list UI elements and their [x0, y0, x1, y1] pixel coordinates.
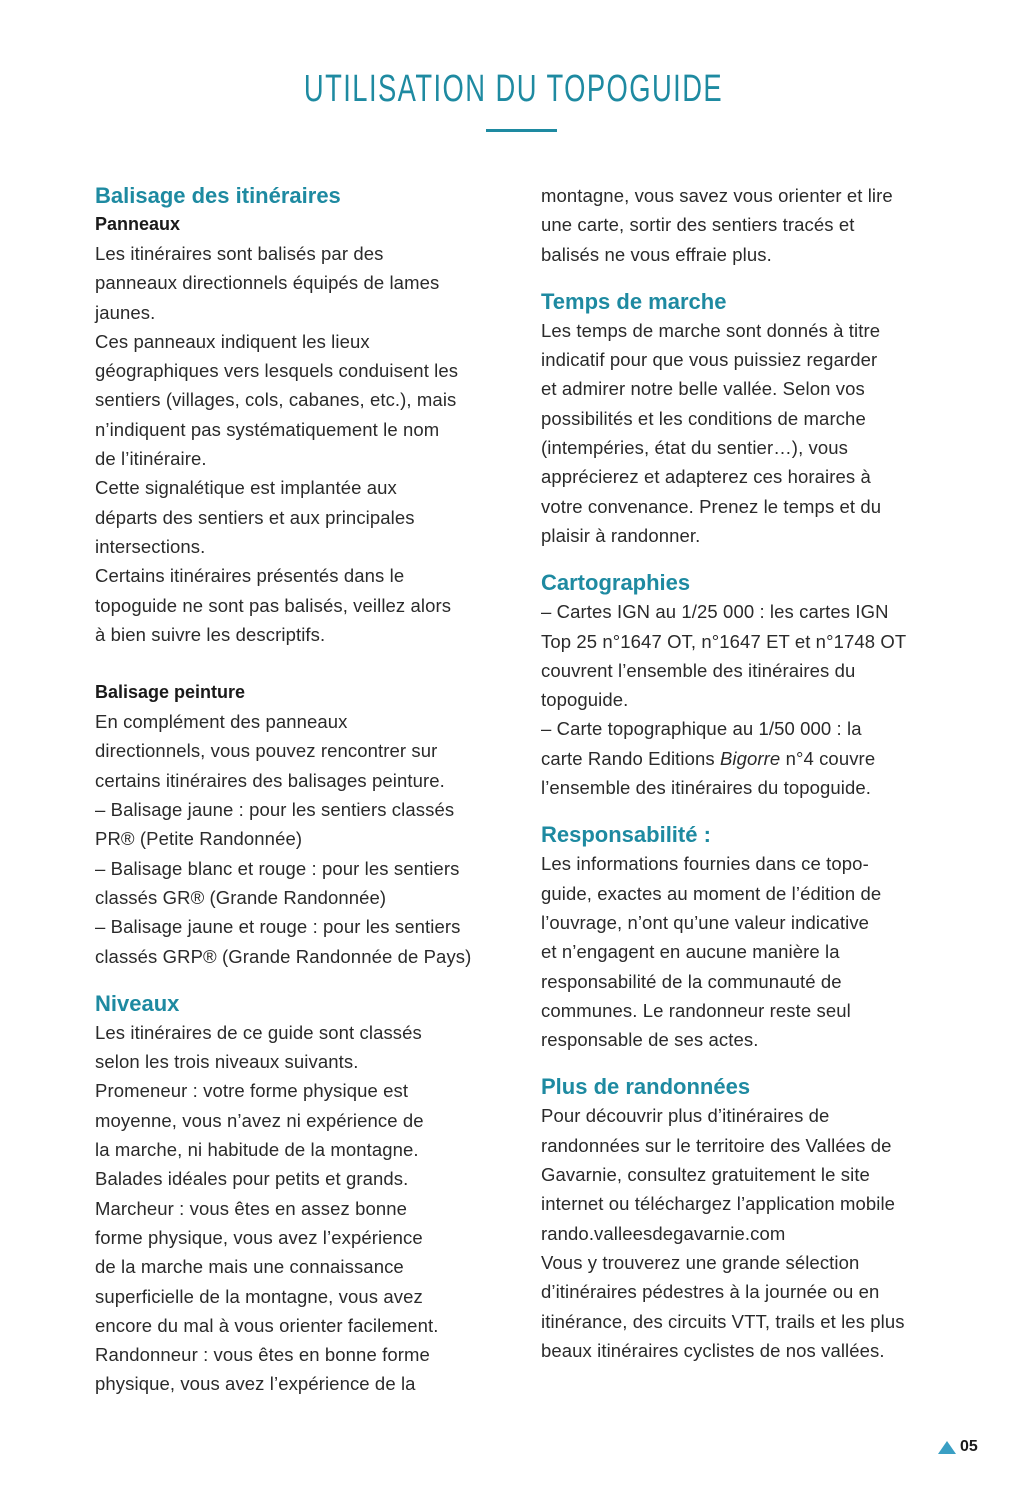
- text-line: classés GRP® (Grande Randonnée de Pays): [95, 945, 472, 967]
- text-line: Ces panneaux indiquent les lieux: [95, 330, 370, 352]
- text-line: moyenne, vous n’avez ni expérience de: [95, 1109, 424, 1131]
- text-line: votre convenance. Prenez le temps et du: [541, 495, 882, 517]
- text-line: guide, exactes au moment de l’édition de: [541, 882, 882, 904]
- subheading-balisage-peinture: Balisage peinture: [95, 682, 246, 703]
- text-line: randonnées sur le territoire des Vallées de: [541, 1134, 892, 1156]
- heading-balisage: Balisage des itinéraires: [95, 183, 341, 208]
- text-line: de la marche mais une connaissance: [95, 1256, 404, 1278]
- heading-plus-de-randonnees: Plus de randonnées: [541, 1074, 751, 1100]
- text-line: internet ou téléchargez l’application mobile: [541, 1193, 896, 1215]
- text-line: Promeneur : votre forme physique est: [95, 1080, 409, 1102]
- text-line: itinérance, des circuits VTT, trails et les plus: [541, 1310, 905, 1332]
- page-title: UTILISATION DU TOPOGUIDE: [303, 68, 724, 110]
- text-line: forme physique, vous avez l’expérience: [95, 1226, 423, 1248]
- text-line: Les temps de marche sont donnés à titre: [541, 319, 881, 341]
- text-line: n’indiquent pas systématiquement le nom: [95, 418, 440, 440]
- text-line: montagne, vous savez vous orienter et lire: [541, 185, 893, 206]
- text-line: responsabilité de la communauté de: [541, 970, 842, 992]
- text-line: la marche, ni habitude de la montagne.: [95, 1139, 419, 1161]
- text-line: géographiques vers lesquels conduisent les: [95, 360, 459, 382]
- text-line: départs des sentiers et aux principales: [95, 506, 415, 528]
- subheading-panneaux: Panneaux: [95, 214, 181, 234]
- text-line: topoguide ne sont pas balisés, veillez alors: [95, 594, 452, 616]
- text-line: balisés ne vous effraie plus.: [541, 243, 772, 265]
- text-line: superficielle de la montagne, vous avez: [95, 1285, 423, 1307]
- temps-text: [541, 316, 961, 550]
- text-line: beaux itinéraires cyclistes de nos vallées.: [541, 1339, 885, 1361]
- map-title-bigorre: Bigorre: [719, 747, 781, 769]
- text-line: plaisir à randonner.: [541, 524, 701, 546]
- niveaux-continuation-text: [541, 181, 961, 269]
- text-line: directionnels, vous pouvez rencontrer sur: [95, 740, 438, 762]
- text-line: classés GR® (Grande Randonnée): [95, 886, 387, 908]
- text-line: PR® (Petite Randonnée): [95, 828, 303, 850]
- text-line: de l’itinéraire.: [95, 448, 207, 470]
- text-line: encore du mal à vous orienter facilement.: [95, 1314, 439, 1336]
- text-fragment: carte Rando Editions: [541, 747, 720, 769]
- text-line: possibilités et les conditions de marche: [541, 407, 866, 429]
- left-column: [95, 181, 515, 1399]
- text-line: certains itinéraires des balisages peinture.: [95, 769, 445, 791]
- text-line: Balades idéales pour petits et grands.: [95, 1168, 409, 1190]
- text-line: topoguide.: [541, 689, 629, 711]
- website-link[interactable]: rando.valleesdegavarnie.com: [541, 1222, 786, 1244]
- text-line: panneaux directionnels équipés de lames: [95, 272, 440, 294]
- text-line: Les itinéraires sont balisés par des: [95, 243, 384, 264]
- text-line: responsable de ses actes.: [541, 1029, 759, 1051]
- text-line: – Balisage jaune et rouge : pour les sentiers: [95, 916, 461, 938]
- text-line: Vous y trouverez une grande sélection: [541, 1251, 860, 1273]
- right-column: [541, 181, 961, 1365]
- triangle-icon: [938, 1441, 956, 1454]
- niveaux-text: [95, 1018, 515, 1399]
- panneaux-text: [95, 239, 515, 649]
- text-line: apprécierez et adapterez ces horaires à: [541, 466, 871, 488]
- text-line: Gavarnie, consultez gratuitement le site: [541, 1164, 870, 1186]
- text-line: (intempéries, état du sentier…), vous: [541, 437, 849, 459]
- text-line: et admirer notre belle vallée. Selon vos: [541, 378, 865, 400]
- text-line: [541, 744, 961, 773]
- text-line: Randonneur : vous êtes en bonne forme: [95, 1344, 430, 1366]
- page-number: [938, 1438, 978, 1456]
- heading-niveaux: Niveaux: [95, 990, 180, 1016]
- text-line: – Balisage jaune : pour les sentiers classés: [95, 799, 455, 821]
- text-line: intersections.: [95, 535, 206, 557]
- text-line: Cette signalétique est implantée aux: [95, 477, 397, 499]
- text-line: – Balisage blanc et rouge : pour les sentiers: [95, 857, 460, 879]
- text-line: physique, vous avez l’expérience de la: [95, 1373, 416, 1395]
- heading-temps-de-marche: Temps de marche: [541, 288, 727, 314]
- text-line: à bien suivre les descriptifs.: [95, 623, 326, 645]
- text-line: couvrent l’ensemble des itinéraires du: [541, 659, 856, 681]
- text-line: l’ensemble des itinéraires du topoguide.: [541, 777, 872, 799]
- text-line: Pour découvrir plus d’itinéraires de: [541, 1105, 830, 1127]
- text-fragment: n°4 couvre: [780, 747, 876, 769]
- text-line: Les itinéraires de ce guide sont classés: [95, 1021, 422, 1043]
- text-line: selon les trois niveaux suivants.: [95, 1051, 359, 1073]
- text-line: sentiers (villages, cols, cabanes, etc.), mais: [95, 389, 457, 411]
- text-line: indicatif pour que vous puissiez regarder: [541, 349, 878, 371]
- text-line: – Cartes IGN au 1/25 000 : les cartes IGN: [541, 601, 889, 623]
- heading-responsabilite: Responsabilité :: [541, 822, 711, 848]
- text-line: – Carte topographique au 1/50 000 : la: [541, 718, 862, 740]
- page-number-label: 05: [960, 1438, 978, 1455]
- text-line: Les informations fournies dans ce topo-: [541, 853, 869, 875]
- heading-cartographies: Cartographies: [541, 570, 691, 596]
- peinture-text: [95, 707, 515, 971]
- text-line: En complément des panneaux: [95, 711, 348, 733]
- cartographies-text: [541, 597, 961, 802]
- plus-text: [541, 1101, 961, 1365]
- text-line: Marcheur : vous êtes en assez bonne: [95, 1197, 408, 1219]
- text-line: Certains itinéraires présentés dans le: [95, 565, 405, 587]
- responsabilite-text: [541, 849, 961, 1054]
- text-line: jaunes.: [95, 301, 156, 323]
- text-line: communes. Le randonneur reste seul: [541, 999, 851, 1021]
- title-underline: [486, 129, 557, 132]
- text-line: Top 25 n°1647 OT, n°1647 ET et n°1748 OT: [541, 630, 907, 652]
- text-line: une carte, sortir des sentiers tracés et: [541, 214, 855, 236]
- text-line: d’itinéraires pédestres à la journée ou en: [541, 1281, 880, 1303]
- text-line: l’ouvrage, n’ont qu’une valeur indicative: [541, 911, 870, 933]
- text-line: et n’engagent en aucune manière la: [541, 941, 840, 963]
